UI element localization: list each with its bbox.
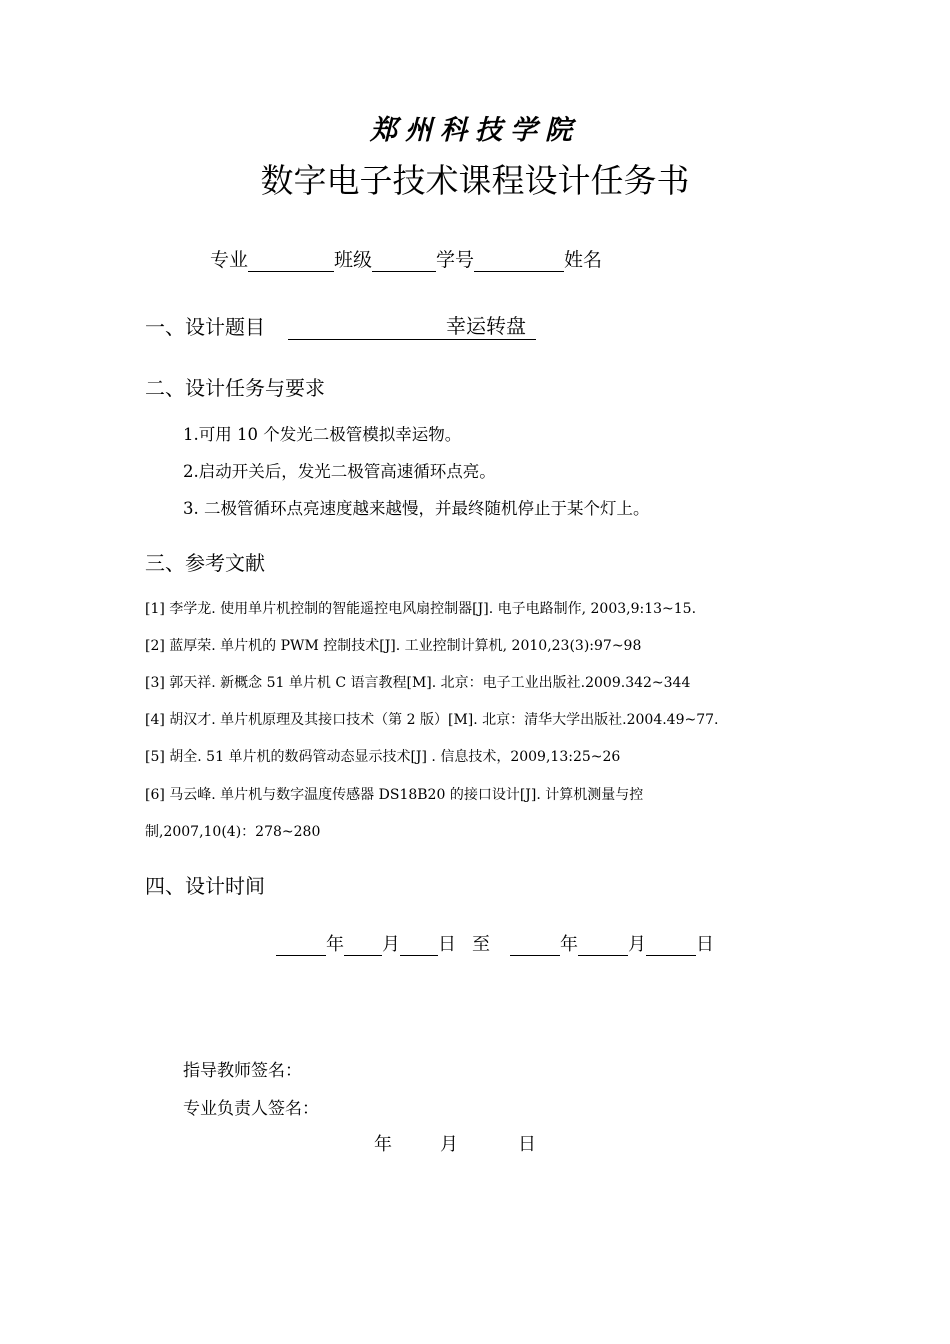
- reference-item: [1] 李学龙. 使用单片机控制的智能遥控电风扇控制器[J]. 电子电路制作, 2003,9:13~15.: [145, 601, 697, 617]
- start-day-field[interactable]: [400, 934, 438, 956]
- student-no-label: 学号: [436, 249, 475, 271]
- school-name: 郑州科技学院: [370, 115, 580, 146]
- section-references-heading: 三、参考文献: [145, 551, 265, 575]
- reference-item: [6] 马云峰. 单片机与数字温度传感器 DS18B20 的接口设计[J]. 计算机测量与控: [145, 787, 644, 803]
- document-title: 数字电子技术课程设计任务书: [260, 161, 690, 200]
- end-year-label: 年: [560, 934, 578, 955]
- advisor-signature-label: 指导教师签名：: [183, 1061, 302, 1081]
- student-info-row: [210, 245, 602, 272]
- reference-item: 制,2007,10(4)：278~280: [145, 824, 321, 840]
- name-label: 姓名: [564, 249, 603, 271]
- head-signature-label: 专业负责人签名：: [183, 1099, 319, 1119]
- end-day-field[interactable]: [646, 934, 696, 956]
- design-topic: 幸运转盘: [446, 314, 526, 338]
- section-time-heading: 四、设计时间: [145, 874, 265, 898]
- end-day-label: 日: [696, 934, 714, 955]
- class-label: 班级: [334, 249, 373, 271]
- to-label: 至: [472, 934, 490, 955]
- end-year-field[interactable]: [510, 934, 560, 956]
- class-field[interactable]: [372, 249, 436, 272]
- end-month-field[interactable]: [578, 934, 628, 956]
- sign-year-label: 年: [374, 1134, 392, 1155]
- sign-month-label: 月: [440, 1134, 458, 1155]
- requirement-item: 1.可用 10 个发光二极管模拟幸运物。: [183, 425, 462, 444]
- major-field[interactable]: [248, 249, 334, 272]
- start-month-label: 月: [382, 934, 400, 955]
- section-requirements-heading: 二、设计任务与要求: [145, 376, 325, 400]
- reference-item: [4] 胡汉才. 单片机原理及其接口技术（第 2 版）[M]. 北京：清华大学出版社.2004.49~77.: [145, 712, 719, 728]
- requirement-item: 2.启动开关后，发光二极管高速循环点亮。: [183, 462, 496, 481]
- sign-day-label: 日: [518, 1134, 536, 1155]
- major-label: 专业: [210, 249, 249, 271]
- section-topic-heading: 一、设计题目: [145, 315, 265, 339]
- start-year-field[interactable]: [276, 934, 326, 956]
- reference-item: [2] 蓝厚荣. 单片机的 PWM 控制技术[J]. 工业控制计算机, 2010,23(3):97~98: [145, 638, 642, 654]
- reference-item: [5] 胡全. 51 单片机的数码管动态显示技术[J] . 信息技术，2009,13:25~26: [145, 749, 621, 765]
- start-year-label: 年: [326, 934, 344, 955]
- requirement-item: 3. 二极管循环点亮速度越来越慢，并最终随机停止于某个灯上。: [183, 499, 650, 518]
- reference-item: [3] 郭天祥. 新概念 51 单片机 C 语言教程[M]. 北京：电子工业出版社.2009.342~344: [145, 675, 691, 691]
- design-period-row: [276, 930, 714, 956]
- start-day-label: 日: [438, 934, 456, 955]
- start-month-field[interactable]: [344, 934, 382, 956]
- end-month-label: 月: [628, 934, 646, 955]
- student-no-field[interactable]: [474, 249, 564, 272]
